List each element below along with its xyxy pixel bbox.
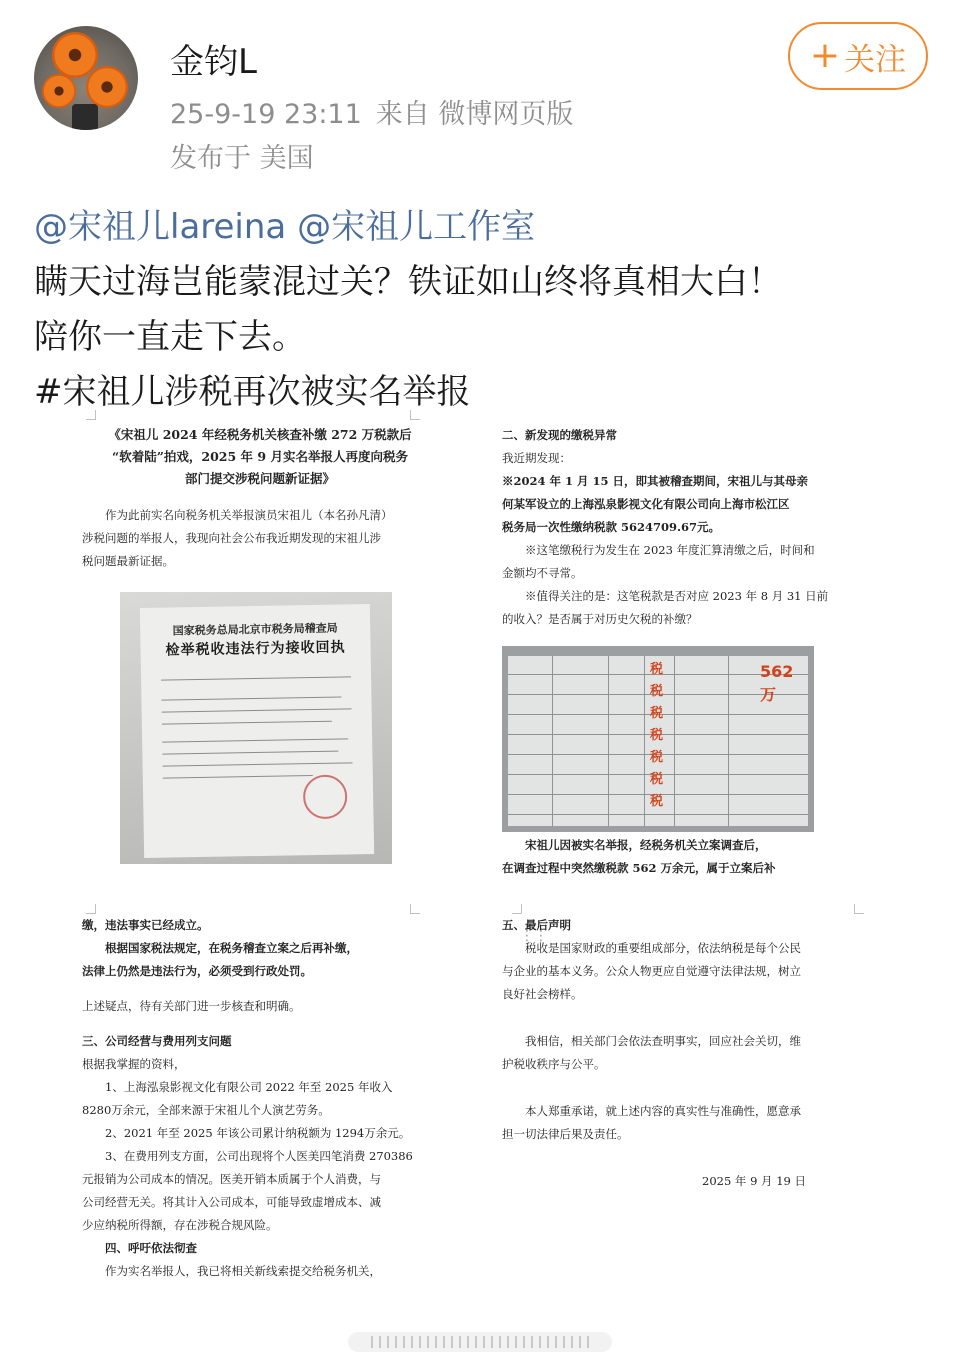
post-line: 陪你一直走下去。 — [34, 317, 306, 357]
receipt-text-line — [162, 721, 332, 725]
doc-heading: 二、新发现的缴税异常 — [502, 428, 617, 442]
post-body — [34, 200, 934, 420]
doc-text: 根据国家税法规定，在税务稽查立案之后再补缴， — [105, 941, 358, 955]
document-page-2 — [502, 424, 900, 875]
ledger-sheet — [508, 656, 808, 826]
follow-button-label: 关注 — [844, 41, 907, 78]
doc-text: 税收是国家财政的重要组成部分，依法纳税是每个公民 — [525, 941, 801, 955]
page-corner-mark — [86, 410, 96, 420]
doc-text: 何某军设立的上海泓泉影视文化有限公司向上海市松江区 — [502, 497, 790, 511]
doc-text: 作为实名举报人，我已将相关新线索提交给税务机关， — [105, 1264, 381, 1278]
doc-text: ※2024 年 1 月 15 日，即其被稽查期间，宋祖儿与其母亲 — [502, 474, 809, 488]
doc-text: 税问题最新证据。 — [82, 554, 174, 568]
username[interactable]: 金钧L — [170, 42, 257, 82]
receipt-text-line — [161, 676, 351, 680]
ledger-mark: 税 — [650, 750, 664, 765]
doc-text: 宋祖儿因被实名举报，经税务机关立案调查后， — [525, 838, 767, 852]
ledger-mark: 税 — [650, 772, 664, 787]
receipt-text-line — [161, 697, 341, 701]
page-corner-mark — [512, 904, 522, 914]
receipt-text-line — [162, 738, 348, 742]
page-corner-mark — [854, 904, 864, 914]
document-page-3 — [82, 914, 438, 1324]
page-corner-mark — [410, 904, 420, 914]
ledger-col-line — [608, 656, 609, 826]
ledger-amount: 562万 — [760, 662, 794, 704]
doc-text: 8280万余元，全部来源于宋祖儿个人演艺劳务。 — [82, 1103, 330, 1117]
drag-handle-icon[interactable]: ⋮⋮ — [520, 928, 548, 944]
hashtag-link[interactable]: #宋祖儿涉税再次被实名举报 — [34, 372, 471, 412]
doc-text: 少应纳税所得额，存在涉税合规风险。 — [82, 1218, 278, 1232]
follow-button[interactable] — [788, 22, 928, 90]
receipt-text-line — [162, 708, 352, 712]
post-location: 发布于 美国 — [170, 143, 314, 174]
ledger-mark: 税 — [650, 728, 664, 743]
doc-text: 2、2021 年至 2025 年该公司累计纳税额为 1294万余元。 — [105, 1126, 411, 1140]
doc-text: 我相信，相关部门会依法查明事实，回应社会关切，维 — [525, 1034, 801, 1048]
doc-text: 上述疑点，待有关部门进一步核查和明确。 — [82, 999, 301, 1013]
ledger-mark: 税 — [650, 684, 664, 699]
ledger-mark: 税 — [650, 794, 664, 809]
doc-text: 1、上海泓泉影视文化有限公司 2022 年至 2025 年收入 — [105, 1080, 393, 1094]
doc-text: 在调查过程中突然缴税款 562 万余元，属于立案后补 — [502, 861, 776, 875]
post-source: 来自 微博网页版 — [375, 99, 574, 130]
ledger-col-line — [644, 656, 645, 826]
official-seal-icon — [303, 774, 348, 819]
ledger-row-line — [508, 814, 808, 815]
page-corner-mark — [410, 410, 420, 420]
doc-text: 护税收秩序与公平。 — [502, 1057, 606, 1071]
doc-title-line: “软着陆”拍戏，2025 年 9 月实名举报人再度向税务 — [112, 449, 408, 464]
doc-text: ※值得关注的是：这笔税款是否对应 2023 年 8 月 31 日前 — [525, 589, 829, 603]
receipt-header: 国家税务总局北京市税务局稽查局 — [172, 621, 338, 638]
doc-title-line: 《宋祖儿 2024 年经税务机关核查补缴 272 万税款后 — [108, 427, 412, 442]
ledger-mark: 税 — [650, 662, 664, 677]
post-image[interactable] — [34, 410, 934, 1345]
ledger-col-line — [728, 656, 729, 826]
receipt-text-line — [162, 751, 338, 755]
doc-text: 担一切法律后果及责任。 — [502, 1127, 629, 1141]
mention-link[interactable]: @宋祖儿工作室 — [297, 207, 536, 247]
flower-shape — [42, 74, 76, 108]
mention-link[interactable]: @宋祖儿lareina — [34, 207, 287, 247]
doc-text: 元报销为公司成本的情况。医美开销本质属于个人消费，与 — [82, 1172, 381, 1186]
flower-shape — [86, 66, 128, 108]
doc-text: 良好社会榜样。 — [502, 987, 583, 1001]
ledger-photo — [502, 646, 814, 832]
receipt-photo — [120, 592, 392, 864]
post-timestamp[interactable]: 25-9-19 23:11 — [170, 99, 362, 130]
doc-text: 我近期发现： — [502, 451, 571, 465]
doc-text-block — [502, 834, 900, 880]
doc-text: ※这笔缴税行为发生在 2023 年度汇算清缴之后，时间和 — [525, 543, 815, 557]
doc-heading: 三、公司经营与费用列支问题 — [82, 1034, 232, 1048]
doc-text: 缴，违法事实已经成立。 — [82, 918, 209, 932]
ledger-mark: 税 — [650, 706, 664, 721]
doc-date: 2025 年 9 月 19 日 — [702, 1174, 806, 1188]
mention-line — [34, 200, 934, 255]
doc-text: 的收入？是否属于对历史欠税的补缴？ — [502, 612, 698, 626]
image-scrollbar[interactable] — [348, 1332, 612, 1352]
doc-title-line: 部门提交涉税问题新证据》 — [184, 471, 335, 486]
doc-text: 税务局一次性缴纳税款 5624709.67元。 — [502, 520, 721, 534]
doc-text: 金额均不寻常。 — [502, 566, 583, 580]
doc-text: 法律上仍然是违法行为，必须受到行政处罚。 — [82, 964, 312, 978]
doc-text: 本人郑重承诺，就上述内容的真实性与准确性，愿意承 — [525, 1104, 801, 1118]
post-line: 瞒天过海岂能蒙混过关？铁证如山终将真相大白！ — [34, 262, 782, 302]
document-page-4 — [502, 914, 900, 1324]
doc-text: 涉税问题的举报人，我现向社会公布我近期发现的宋祖儿涉 — [82, 531, 381, 545]
doc-heading: 五、最后声明 — [502, 918, 571, 932]
doc-text: 公司经营无关。将其计入公司成本，可能导致虚增成本、减 — [82, 1195, 381, 1209]
doc-text: 3、在费用列支方面，公司出现将个人医美四笔消费 270386 — [105, 1149, 413, 1163]
receipt-text-line — [163, 762, 353, 766]
flower-shape — [52, 32, 98, 78]
document-page-1 — [82, 424, 438, 864]
receipt-title: 检举税收违法行为接收回执 — [165, 639, 346, 659]
ledger-col-line — [674, 656, 675, 826]
post-meta — [170, 92, 587, 131]
doc-text: 作为此前实名向税务机关举报演员宋祖儿（本名孙凡清） — [105, 508, 393, 522]
ledger-col-line — [552, 656, 553, 826]
doc-text: 与企业的基本义务。公众人物更应自觉遵守法律法规，树立 — [502, 964, 801, 978]
avatar[interactable] — [34, 26, 138, 130]
page-corner-mark — [86, 904, 96, 914]
receipt-text-line — [163, 775, 313, 779]
doc-heading: 四、呼吁依法彻查 — [105, 1241, 197, 1255]
receipt-sheet — [140, 604, 374, 858]
post-header — [0, 0, 960, 190]
vase-shape — [72, 104, 98, 130]
doc-text: 根据我掌握的资料， — [82, 1057, 186, 1071]
plus-icon: + — [809, 35, 841, 76]
